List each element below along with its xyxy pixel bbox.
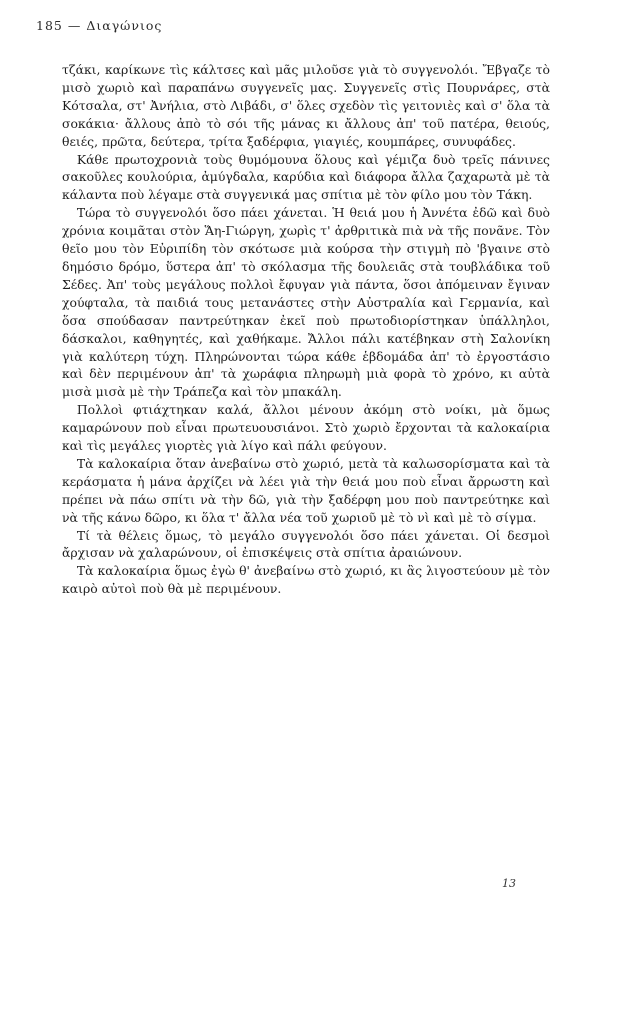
paragraph-6: Τί τὰ θέλεις ὅμως, τὸ μεγάλο συγγενολόι ὅσο πάει χάνεται. Οἱ δεσμοὶ ἄρχισαν νὰ χαλαρώνουν, οἱ ἐπισκέψεις στὰ σπίτια ἀραιώνουν.: [62, 527, 550, 561]
running-head-separator: —: [67, 18, 82, 33]
paragraph-1: τζάκι, καρίκωνε τὶς κάλτσες καὶ μᾶς μιλοῦσε γιὰ τὸ συγγενολόι. Ἔβγαζε τὸ μισὸ χωριὸ καὶ παραπάνω συγγενεῖς μας. Συγγενεῖς στὶς Πουρνάρες, στὰ Κότσαλα, στ' Ἀνήλια, στὸ Λιβάδι, σ' ὅλες σχεδὸν τὶς γειτονιὲς καὶ σ' ὅλα τὰ σοκάκια· ἄλλους ἀπὸ τὸ σόι τῆς μάνας κι ἄλλους ἀπ' τοῦ πατέρα, θειούς, θειές, πρῶτα, δεύτερα, τρίτα ξαδέρφια, γιαγιές, κουμπάρες, συνυφάδες.: [62, 62, 550, 149]
paragraph-5: Τὰ καλοκαίρια ὅταν ἀνεβαίνω στὸ χωριό, μετὰ τὰ καλωσορίσματα καὶ τὰ κεράσματα ἡ μάνα ἀρχίζει νὰ λέει γιὰ τὴν θειά μου ποὺ εἶναι ἄρρωστη καὶ πρέπει νὰ πάω σπίτι νὰ τὴν δῶ, γιὰ τὴν ξαδέρφη μου ποὺ παντρεύτηκε καὶ νὰ τῆς κάνω δῶρο, κι ὅλα τ' ἄλλα νέα τοῦ χωριοῦ μὲ τὸ νὶ καὶ μὲ τὸ σίγμα.: [62, 455, 550, 525]
body-text: [62, 61, 550, 598]
paragraph-2: Κάθε πρωτοχρονιὰ τοὺς θυμόμουνα ὅλους καὶ γέμιζα δυὸ τρεῖς πάνινες σακοῦλες κουλούρια, ἀμύγδαλα, καρύδια καὶ διάφορα ἄλλα ζαχαρωτὰ μὲ τὰ κάλαντα ποὺ λέγαμε στὰ συγγενικά μας σπίτια μὲ τὸν φίλο μου τὸν Τάκη.: [62, 151, 550, 203]
running-head-title: Διαγώνιος: [86, 18, 163, 33]
running-head: [36, 18, 162, 33]
paragraph-3: Τώρα τὸ συγγενολόι ὅσο πάει χάνεται. Ἡ θειά μου ἡ Ἀννέτα ἐδῶ καὶ δυὸ χρόνια κοιμᾶται στὸν Ἅη-Γιώργη, χωρὶς τ' ἀρθριτικὰ πιὰ νὰ τῆς πονᾶνε. Τὸν θεῖο μου τὸν Εὐριπίδη τὸν σκότωσε μιὰ κούρσα τὴν στιγμὴ πὸ 'βγαινε στὸ δημόσιο δρόμο, ὕστερα ἀπ' τὸ σκόλασμα τῆς δουλειᾶς στὰ τουβλάδικα τοῦ Σέδες. Ἀπ' τοὺς μεγάλους πολλοὶ ἔφυγαν γιὰ πάντα, ὅσοι ἀπόμειναν ἔγιναν χούφταλα, τὰ παιδιά τους μετανάστες στὴν Αὐστραλία καὶ Γερμανία, καὶ ὅσα σπούδασαν παντρεύτηκαν ἐκεῖ ποὺ πρωτοδιορίστηκαν ὑπάλληλοι, δάσκαλοι, καθηγητές, καὶ χαθήκαμε. Ἄλλοι πάλι κατέβηκαν στὴ Σαλονίκη γιὰ καλύτερη τύχη. Πληρώνονται τώρα κάθε ἑβδομάδα ἀπ' τὸ ἐργοστάσιο καὶ δὲν περιμένουν ἀπ' τὰ χωράφια πληρωμὴ μιὰ φορὰ τὸ χρόνο, κι αὐτὰ μισὰ μισὰ μὲ τὴν Τράπεζα καὶ τὸν μπακάλη.: [62, 205, 550, 400]
folio-number: 13: [502, 877, 516, 890]
page-number: 185: [36, 18, 63, 33]
paragraph-4: Πολλοὶ φτιάχτηκαν καλά, ἄλλοι μένουν ἀκόμη στὸ νοίκι, μὰ ὅμως καμαρώνουν ποὺ εἶναι πρωτευουσιάνοι. Στὸ χωριὸ ἔρχονται τὰ καλοκαίρια καὶ τὶς μεγάλες γιορτὲς γιὰ λίγο καὶ πάλι φεύγουν.: [62, 402, 550, 454]
paragraph-7: Τὰ καλοκαίρια ὅμως ἐγὼ θ' ἀνεβαίνω στὸ χωριό, κι ἂς λιγοστεύουν μὲ τὸν καιρὸ αὐτοὶ ποὺ θὰ μὲ περιμένουν.: [62, 563, 550, 597]
